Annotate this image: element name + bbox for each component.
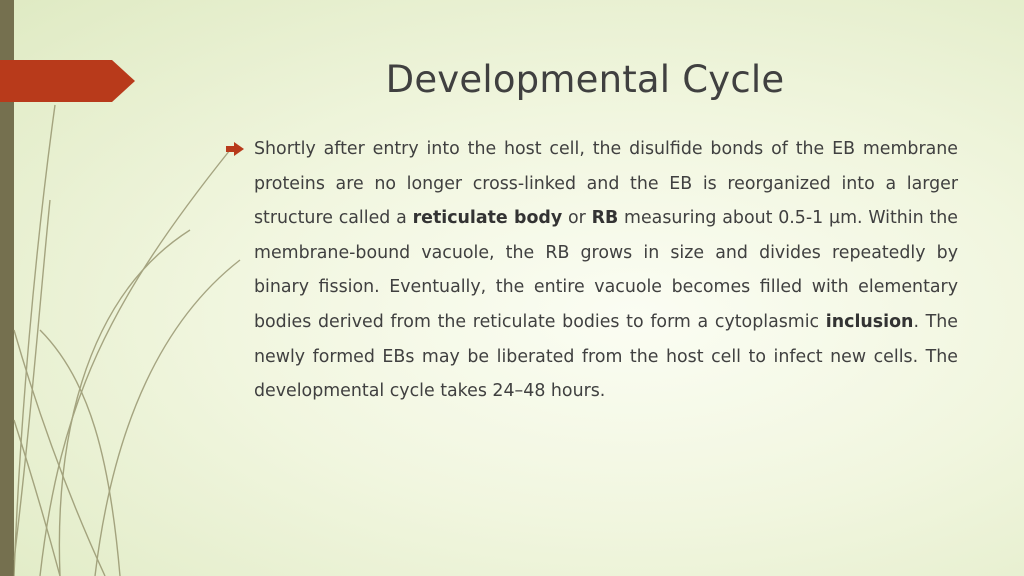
title-accent-tab: [0, 60, 135, 102]
arrow-right-bullet-icon: [226, 142, 244, 156]
text-segment: or: [562, 208, 592, 229]
body-paragraph: [254, 132, 958, 409]
bold-term-rb: RB: [591, 208, 619, 229]
text-segment: measuring about 0.5-1 µm. Within the membrane-bound vacuole, the RB grows in size and divides repeatedly by binary fission. Eventually, the entire vacuole becomes filled with elementary bodies derived from the reticulate bodies to form a cytoplasmic: [254, 208, 958, 332]
slide-title: Developmental Cycle: [385, 58, 785, 101]
bold-term-reticulate-body: reticulate body: [412, 208, 563, 229]
bold-term-inclusion: inclusion: [825, 311, 914, 332]
text-segment: . The newly formed EBs may be liberated from the host cell to infect new cells. The developmental cycle takes 24–48 hours.: [254, 311, 958, 402]
text-segment: Shortly after entry into the host cell, the disulfide bonds of the EB membrane proteins are no longer cross-linked and the EB is reorganized into a larger structure called a: [254, 139, 958, 229]
